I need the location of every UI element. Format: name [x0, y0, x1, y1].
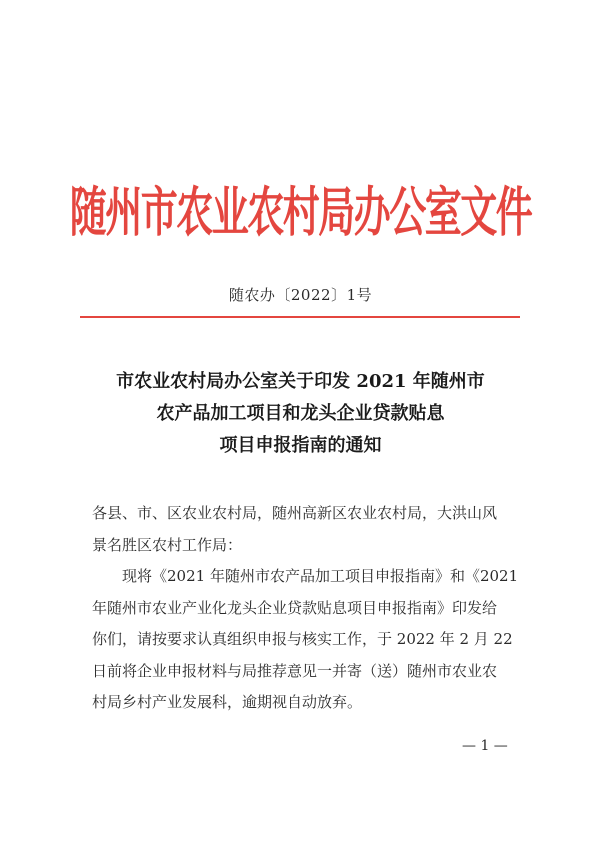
notice-title-line-3: 项目申报指南的通知 — [219, 435, 382, 456]
notice-body — [92, 498, 522, 719]
red-separator-line — [80, 316, 520, 318]
body-line-4: 年随州市农业产业化龙头企业贷款贴息项目申报指南》印发给 — [92, 598, 498, 617]
notice-title — [60, 366, 541, 462]
page-number: — 1 — — [462, 738, 508, 754]
document-number: 随农办〔2022〕1号 — [228, 286, 373, 304]
issuer-heading — [0, 183, 601, 243]
body-line-2: 景名胜区农村工作局： — [92, 535, 243, 554]
notice-title-line-2: 农产品加工项目和龙头企业贷款贴息 — [156, 403, 445, 424]
body-line-5: 你们，请按要求认真组织申报与核实工作，于 2022 年 2 月 22 — [92, 630, 513, 648]
body-line-7: 村局乡村产业发展科，逾期视自动放弃。 — [92, 693, 363, 711]
body-line-3: 现将《2021 年随州市农产品加工项目申报指南》和《2021 — [92, 567, 519, 585]
issuer-heading-text: 随州市农业农村局办公室文件 — [69, 181, 532, 244]
body-line-6: 日前将企业申报材料与局推荐意见一并寄（送）随州市农业农 — [92, 661, 498, 680]
notice-title-line-1: 市农业农村局办公室关于印发 2021 年随州市 — [116, 371, 485, 392]
body-line-1: 各县、市、区农业农村局，随州高新区农业农村局，大洪山风 — [92, 504, 498, 522]
